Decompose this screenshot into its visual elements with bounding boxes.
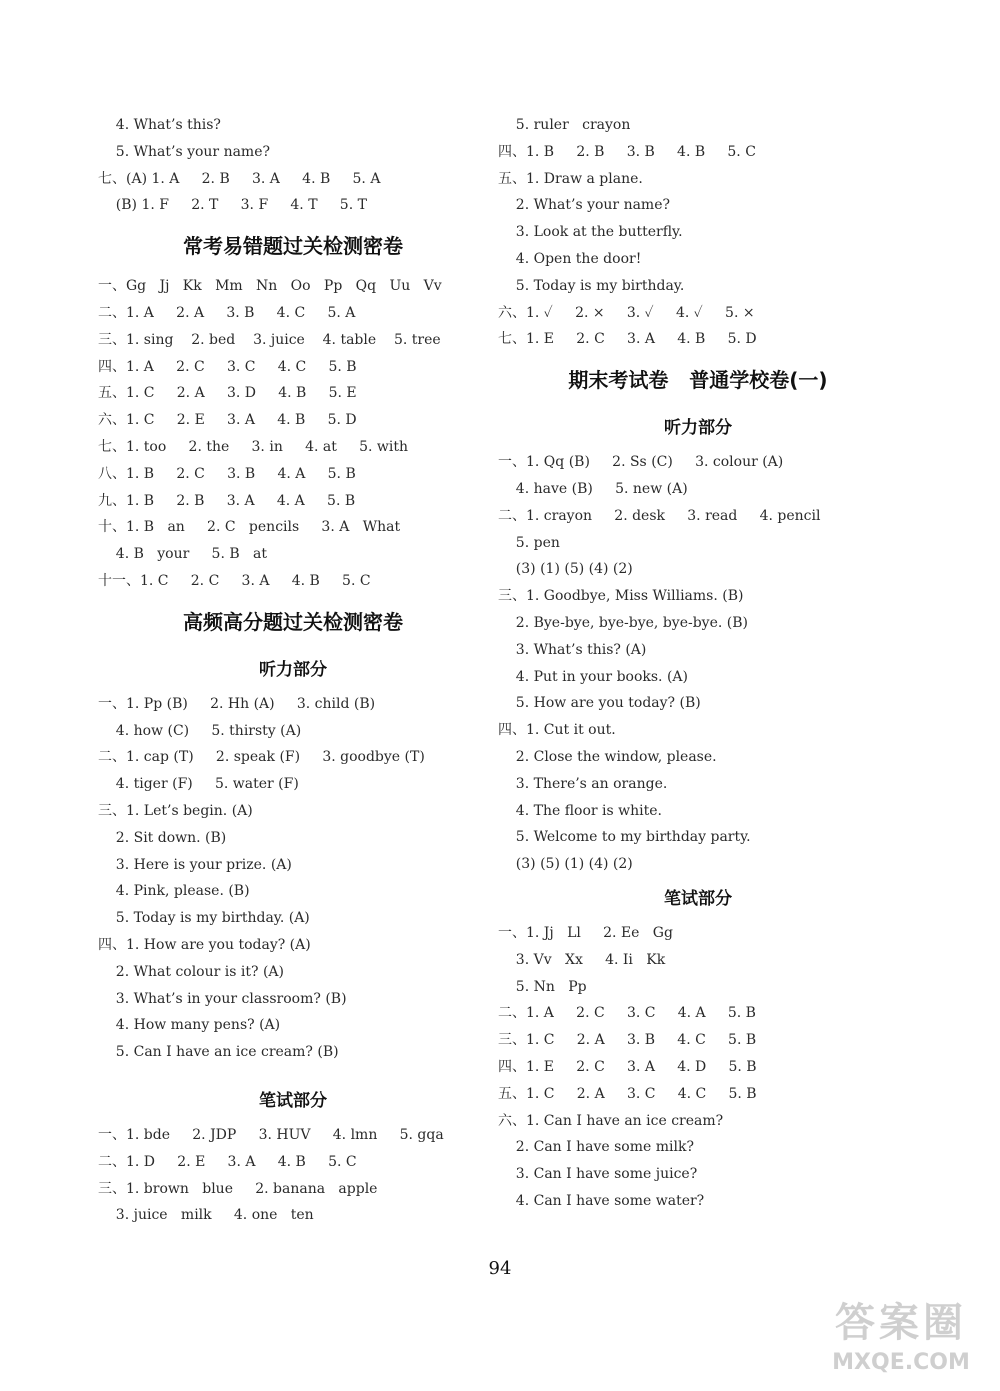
answer-line: 2. What colour is it? (A): [98, 963, 284, 980]
watermark-logo: [816, 1297, 986, 1385]
answer-line: 3. Vv Xx 4. Ii Kk: [498, 951, 666, 968]
answer-line: 4. have (B) 5. new (A): [498, 480, 688, 497]
answer-line: 5. Today is my birthday. (A): [98, 910, 310, 927]
answer-line: 三、1. C 2. A 3. B 4. C 5. B: [498, 1032, 757, 1049]
answer-line: 4. B your 5. B at: [98, 546, 267, 563]
section-title: 常考易错题过关检测密卷: [183, 234, 403, 259]
answer-line: 2. Sit down. (B): [98, 829, 227, 846]
answer-line: 六、1. ✓ 2. × 3. ✓ 4. ✓ 5. ×: [498, 304, 755, 321]
answer-line: 一、1. bde 2. JDP 3. HUV 4. lmn 5. gqa: [98, 1126, 444, 1143]
answer-line: 3. Look at the butterfly.: [498, 224, 683, 241]
answer-line: 4. What’s this?: [98, 117, 221, 133]
answer-line: 2. Can I have some milk?: [498, 1139, 694, 1156]
section-title: 高频高分题过关检测密卷: [183, 609, 403, 634]
left-column: [98, 112, 488, 1229]
answer-line: 4. how (C) 5. thirsty (A): [98, 722, 302, 739]
section-subtitle: 听力部分: [259, 659, 327, 680]
answer-line: 五、1. C 2. A 3. D 4. B 5. E: [98, 385, 357, 402]
answer-line: 3. Here is your prize. (A): [98, 856, 292, 873]
answer-line: 六、1. Can I have an ice cream?: [498, 1112, 724, 1129]
answer-line: 四、1. How are you today? (A): [98, 936, 311, 953]
answer-line: 5. pen: [498, 534, 560, 551]
answer-line: 七、(A) 1. A 2. B 3. A 4. B 5. A: [98, 170, 381, 187]
answer-line: 3. juice milk 4. one ten: [98, 1207, 314, 1224]
answer-line: 2. Bye-bye, bye-bye, bye-bye. (B): [498, 614, 748, 631]
answer-line: 4. How many pens? (A): [98, 1017, 281, 1034]
answer-line: 一、1. Jj Ll 2. Ee Gg: [498, 924, 673, 941]
answer-line: 3. There’s an orange.: [498, 775, 668, 792]
answer-line: 4. Put in your books. (A): [498, 668, 688, 685]
answer-line: 2. What’s your name?: [498, 197, 670, 214]
watermark-logo-text: 答案圈: [835, 1300, 967, 1346]
answer-line: 三、1. Let’s begin. (A): [98, 802, 253, 819]
answer-line: 四、1. Cut it out.: [498, 722, 616, 739]
answer-line: 3. What’s in your classroom? (B): [98, 990, 347, 1007]
answer-line: 三、1. Goodbye, Miss Williams. (B): [498, 588, 744, 605]
page-number: 94: [488, 1258, 512, 1279]
answer-line: 二、1. crayon 2. desk 3. read 4. pencil: [498, 507, 821, 524]
answer-line: 5. ruler crayon: [498, 117, 631, 133]
answer-line: 七、1. E 2. C 3. A 4. B 5. D: [498, 331, 757, 348]
answer-line: 4. Can I have some water?: [498, 1192, 705, 1209]
answer-line: 四、1. B 2. B 3. B 4. B 5. C: [498, 143, 756, 160]
answer-line: 十一、1. C 2. C 3. A 4. B 5. C: [98, 572, 371, 589]
answer-line: 六、1. C 2. E 3. A 4. B 5. D: [98, 412, 357, 429]
answer-line: 一、1. Pp (B) 2. Hh (A) 3. child (B): [98, 695, 376, 712]
answer-line: 4. The floor is white.: [498, 802, 662, 819]
section-title: 期末考试卷 普通学校卷(一): [568, 368, 828, 393]
answer-line: 5. Can I have an ice cream? (B): [98, 1044, 339, 1061]
answer-line: 4. tiger (F) 5. water (F): [98, 776, 299, 793]
answer-line: 3. Can I have some juice?: [498, 1166, 698, 1183]
answer-line: 十、1. B an 2. C pencils 3. A What: [98, 519, 401, 536]
answer-line: 5. Today is my birthday.: [498, 277, 685, 294]
answer-line: 4. Pink, please. (B): [98, 883, 250, 900]
answer-line: 二、1. A 2. A 3. B 4. C 5. A: [98, 304, 356, 321]
answer-line: 二、1. D 2. E 3. A 4. B 5. C: [98, 1153, 357, 1170]
answer-line: 八、1. B 2. C 3. B 4. A 5. B: [98, 465, 356, 482]
answer-line: 2. Close the window, please.: [498, 748, 717, 765]
spacer: [98, 1066, 488, 1080]
answer-line: 5. What’s your name?: [98, 143, 270, 160]
answer-line: 一、Gg Jj Kk Mm Nn Oo Pp Qq Uu Vv: [98, 278, 442, 295]
answer-line: 5. How are you today? (B): [498, 695, 701, 712]
answer-line: 3. What’s this? (A): [498, 641, 647, 658]
answer-line: 七、1. too 2. the 3. in 4. at 5. with: [98, 438, 409, 455]
answer-line: 二、1. cap (T) 2. speak (F) 3. goodbye (T): [98, 749, 425, 766]
answer-line: (B) 1. F 2. T 3. F 4. T 5. T: [98, 197, 367, 214]
answer-line: 三、1. sing 2. bed 3. juice 4. table 5. tree: [98, 331, 441, 348]
answer-line: 5. Welcome to my birthday party.: [498, 829, 751, 846]
answer-line: 四、1. E 2. C 3. A 4. D 5. B: [498, 1058, 757, 1075]
watermark-site-text: MXQE.COM: [832, 1350, 970, 1375]
right-column: [498, 112, 898, 1215]
answer-line: 五、1. Draw a plane.: [498, 170, 643, 187]
answer-line: 4. Open the door!: [498, 250, 642, 267]
answer-line: (3) (5) (1) (4) (2): [498, 856, 633, 873]
section-subtitle: 听力部分: [664, 418, 732, 439]
answer-line: 5. Nn Pp: [498, 978, 587, 995]
answer-line: 一、1. Qq (B) 2. Ss (C) 3. colour (A): [498, 454, 784, 471]
answer-line: 四、1. A 2. C 3. C 4. C 5. B: [98, 358, 357, 375]
answer-line: (3) (1) (5) (4) (2): [498, 561, 633, 578]
section-subtitle: 笔试部分: [259, 1090, 327, 1111]
answer-line: 二、1. A 2. C 3. C 4. A 5. B: [498, 1005, 756, 1022]
section-subtitle: 笔试部分: [664, 888, 732, 909]
answer-line: 五、1. C 2. A 3. C 4. C 5. B: [498, 1085, 757, 1102]
answer-line: 九、1. B 2. B 3. A 4. A 5. B: [98, 492, 356, 509]
answer-line: 三、1. brown blue 2. banana apple: [98, 1180, 378, 1197]
